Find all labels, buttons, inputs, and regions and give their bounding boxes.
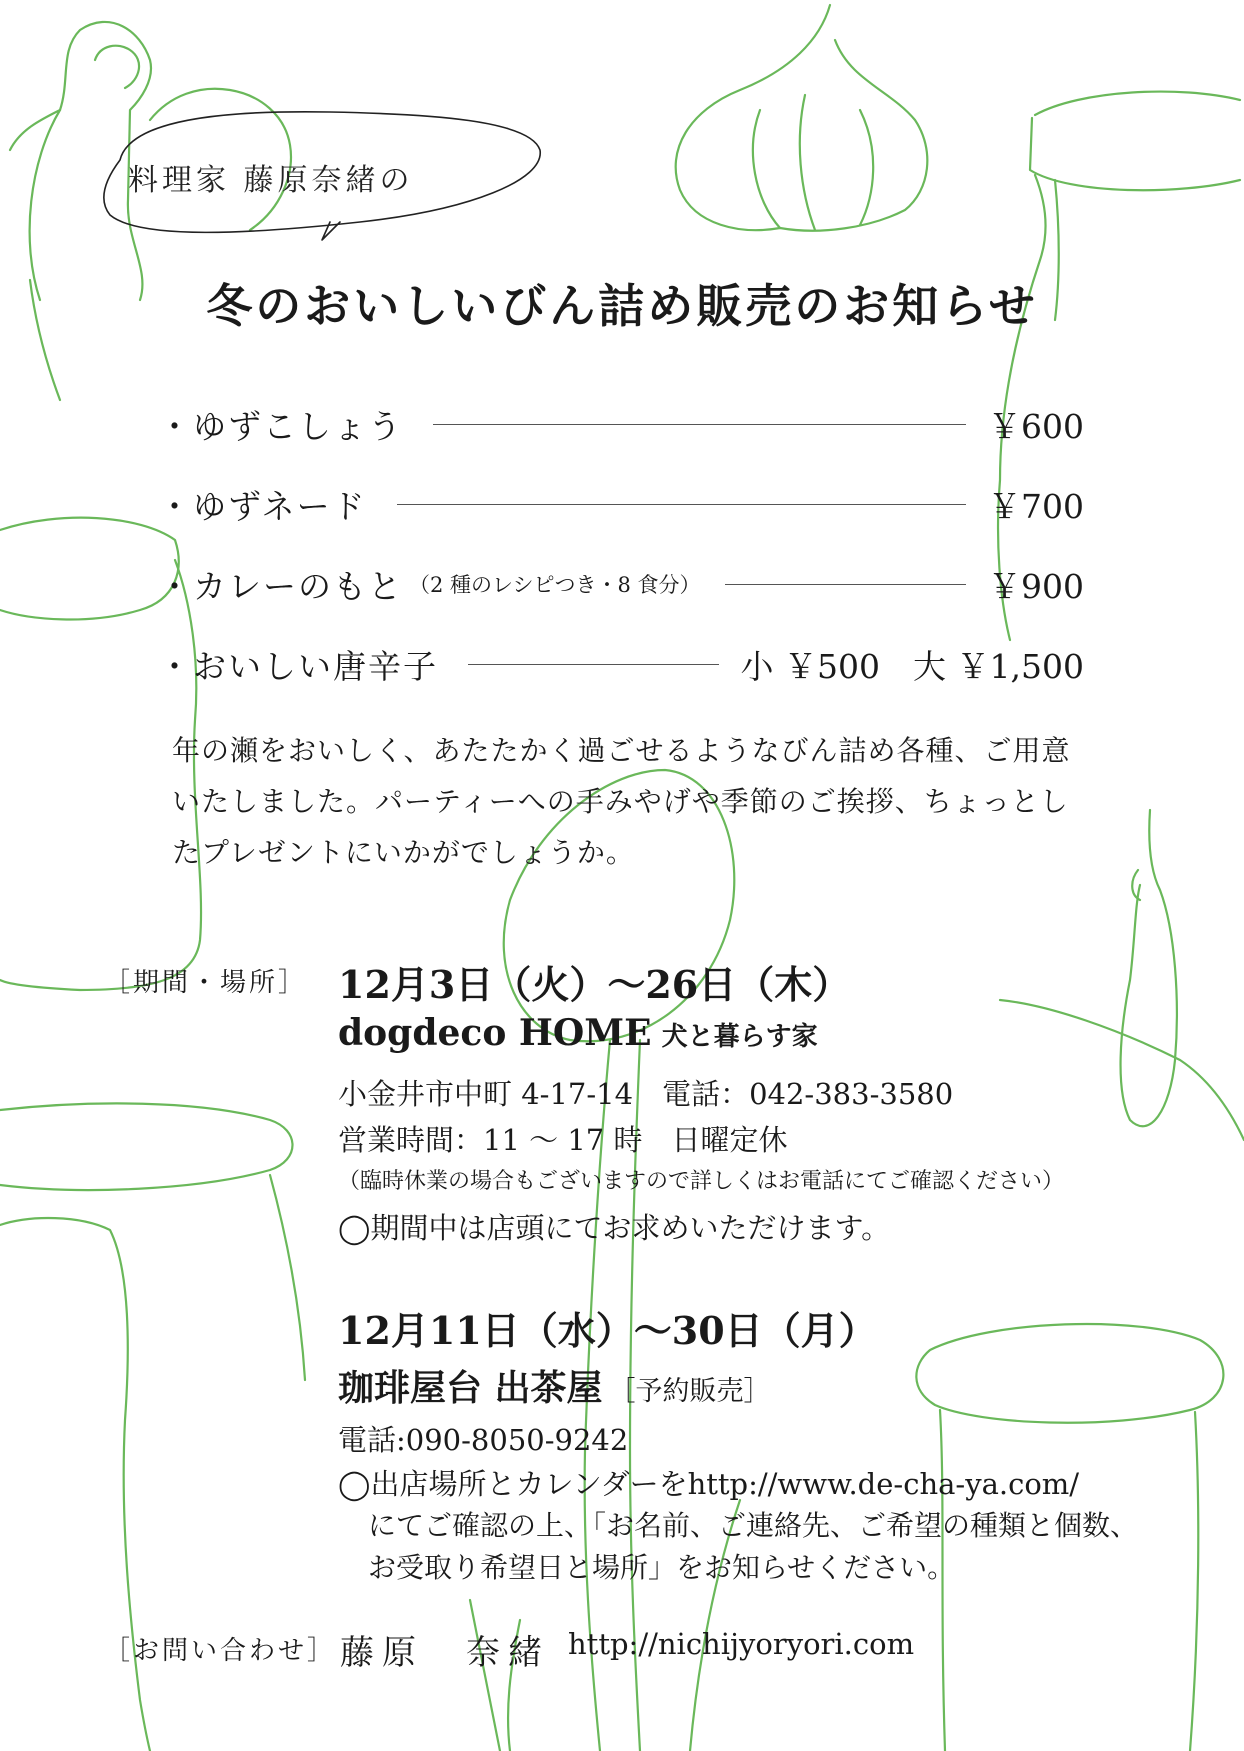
venue1-hours: 営業時間：11 〜 17 時 日曜定休 — [338, 1123, 788, 1157]
venue1-name-text: dogdeco HOME — [338, 1012, 652, 1054]
product-item-chili — [158, 642, 1084, 686]
venue2-tag: ［予約販売］ — [608, 1376, 771, 1407]
contact-url[interactable]: http://nichijyoryori.com — [568, 1627, 915, 1661]
product-price: 小 ￥500 大 ￥1,500 — [740, 646, 1084, 686]
period-location-label: ［期間・場所］ — [104, 968, 308, 998]
mushroom-drawing — [10, 22, 291, 400]
venue2-line3: お受取り希望日と場所」をお知らせください。 — [368, 1551, 956, 1584]
garlic-drawing — [676, 5, 928, 231]
contact-label: ［お問い合わせ］ — [104, 1636, 337, 1666]
venue2-phone: 電話:090-8050-9242 — [338, 1423, 629, 1457]
venue1-name — [338, 1012, 818, 1054]
product-name: ・ゆずこしょう — [158, 406, 403, 446]
venue1-address: 小金井市中町 4-17-14 電話：042-383-3580 — [338, 1077, 954, 1111]
page-title: 冬のおいしいびん詰め販売のお知らせ — [206, 279, 1038, 333]
venue2-line1: ◯出店場所とカレンダーをhttp://www.de-cha-ya.com/ — [338, 1467, 1080, 1501]
venue2-date: 12月11日（水）〜30日（月） — [338, 1308, 877, 1353]
venue1-subtitle: 犬と暮らす家 — [661, 1022, 818, 1052]
product-item-yuzunade — [158, 482, 1084, 526]
dotted-leader-line — [725, 584, 966, 585]
product-item-yuzu-kosho — [158, 402, 1084, 446]
dotted-leader-line — [468, 664, 719, 665]
intro-paragraph: 年の瀬をおいしく、あたたかく過ごせるようなびん詰め各種、ご用意いたしました。パーティーへの手みやげや季節のご挨拶、ちょっとしたプレゼントにいかがでしょうか。 — [172, 734, 1071, 869]
jar-top-right-drawing — [998, 92, 1240, 640]
handwritten-caption: 料理家 藤原奈緒の — [128, 163, 414, 198]
product-price: ￥600 — [988, 406, 1084, 446]
spoon-drawing — [504, 770, 735, 1751]
product-price: ￥900 — [988, 566, 1084, 606]
product-note: （2 種のレシピつき・8 食分） — [409, 573, 701, 597]
product-name: ・ゆずネード — [158, 486, 367, 526]
product-name: ・おいしい唐辛子 — [158, 646, 438, 686]
product-price: ￥700 — [988, 486, 1084, 526]
venue2-line2: にてご確認の上、「お名前、ご連絡先、ご希望の種類と個数、 — [368, 1509, 1139, 1542]
venue1-purchase: ◯期間中は店頭にてお求めいただけます。 — [338, 1211, 891, 1245]
dotted-leader-line — [433, 424, 966, 425]
product-name: ・カレーのもと — [158, 566, 403, 606]
venue1-date: 12月3日（火）〜26日（木） — [338, 962, 851, 1007]
venue1-note: （臨時休業の場合もございますので詳しくはお電話にてご確認ください） — [338, 1169, 1065, 1194]
venue2-name-text: 珈琲屋台 出茶屋 — [338, 1367, 603, 1409]
product-item-curry-base — [158, 562, 1084, 606]
dotted-leader-line — [397, 504, 966, 505]
venue2-name — [338, 1360, 771, 1411]
contact-name: 藤原 奈緒 — [340, 1633, 550, 1673]
